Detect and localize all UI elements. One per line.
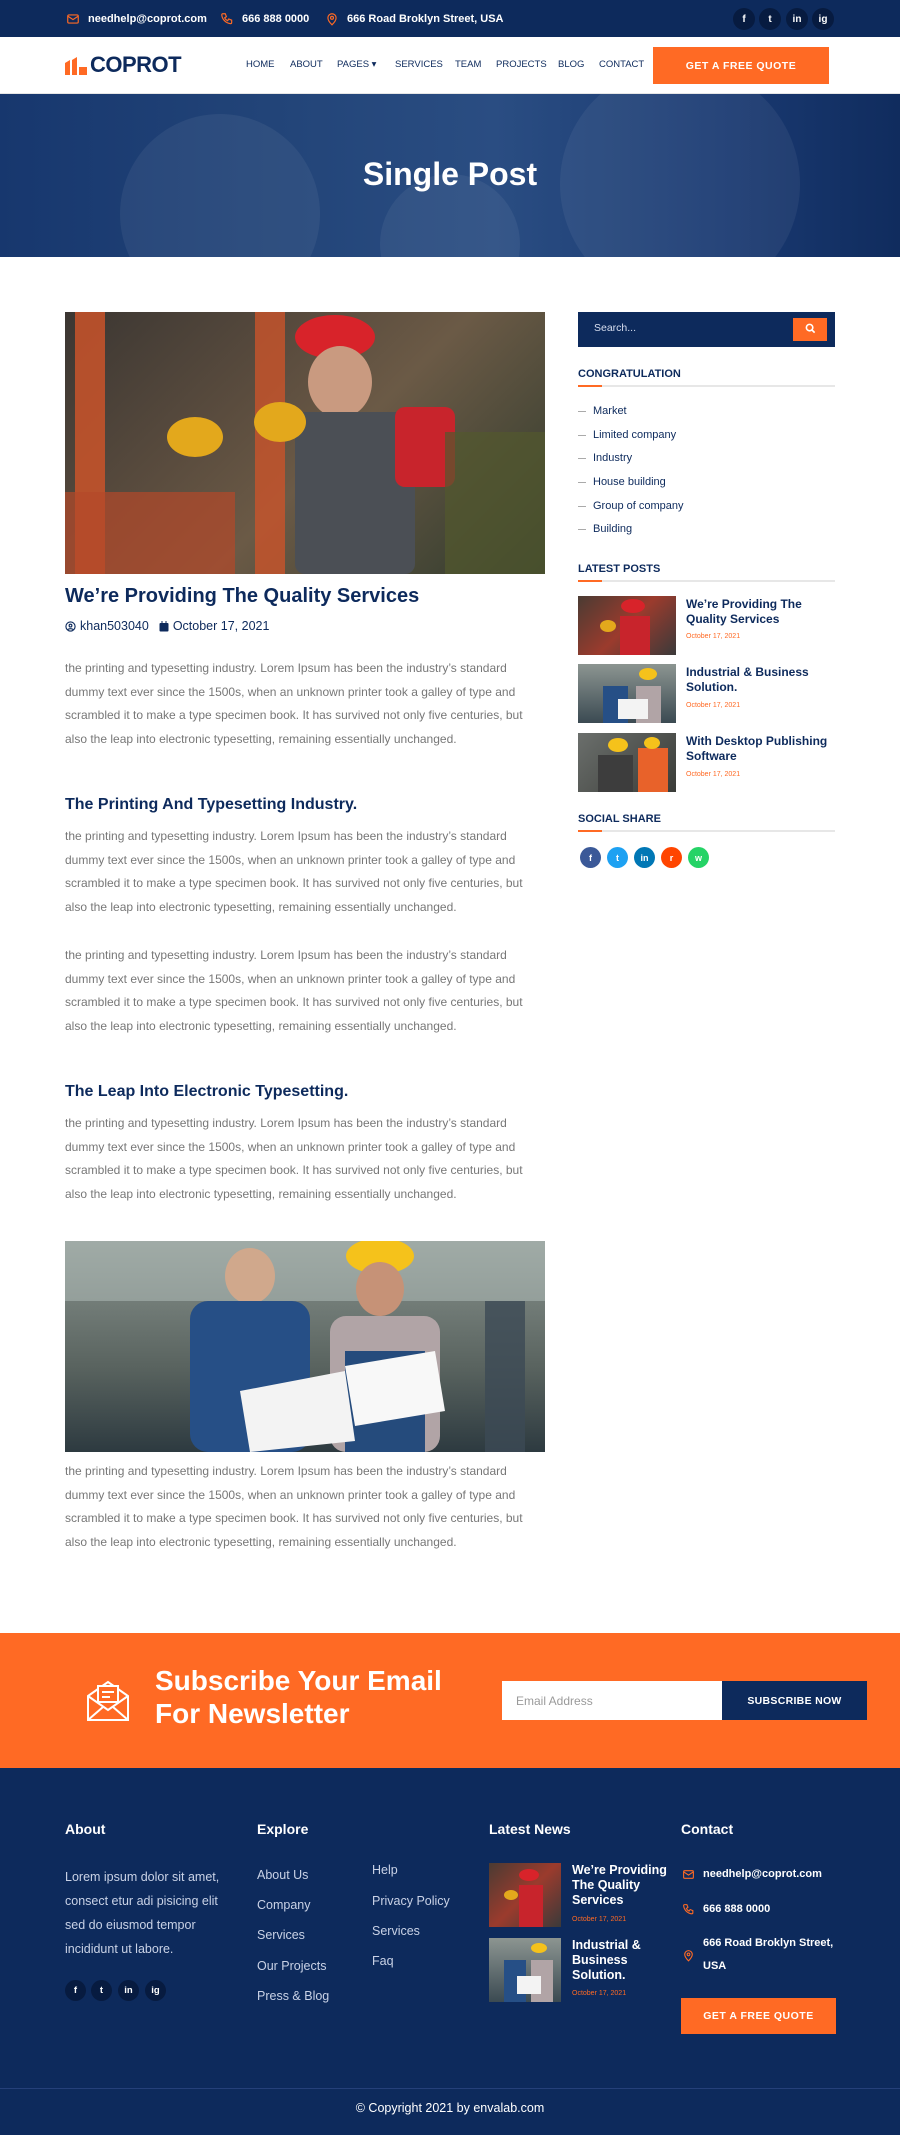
post-paragraph: the printing and typesetting industry. Lorem Ipsum has been the industry’s standard dummy text ever since the 1500s, when an unknown printer took a galley of type and scrambled it to make a type specimen book. It has survived not only five centuries, but also the leap into electronic typesetting, remaining essentially unchanged. [65, 829, 523, 915]
copyright-text: © Copyright 2021 by envalab.com [355, 2101, 545, 2115]
footer-news-date: October 17, 2021 [572, 1916, 627, 1923]
subscribe-button[interactable]: SUBSCRIBE NOW [722, 1681, 867, 1720]
post-paragraph: the printing and typesetting industry. Lorem Ipsum has been the industry’s standard dummy text ever since the 1500s, when an unknown printer took a galley of type and scrambled it to make a type specimen book. It has survived not only five centuries, but also the leap into electronic typesetting, remaining essentially unchanged. [65, 661, 523, 747]
post-date [159, 619, 270, 633]
main-header [0, 37, 900, 94]
nav-about[interactable]: ABOUT [290, 59, 323, 70]
logo-text: COPROT [90, 52, 182, 77]
whatsapp-share-icon[interactable]: w [688, 847, 709, 868]
linkedin-icon[interactable]: in [786, 8, 808, 30]
footer-link[interactable]: About Us [257, 1868, 309, 1882]
post-featured-image [65, 312, 545, 574]
get-quote-button[interactable]: GET A FREE QUOTE [653, 47, 829, 84]
footer-get-quote-button[interactable]: GET A FREE QUOTE [681, 1998, 836, 2034]
footer-news-thumb[interactable] [489, 1938, 561, 2002]
top-bar [0, 0, 900, 37]
footer-contact-heading: Contact [681, 1821, 734, 1837]
site-footer [0, 1768, 900, 2135]
category-link[interactable]: Industry [578, 452, 632, 464]
post-author[interactable] [65, 619, 149, 633]
nav-services[interactable]: SERVICES [395, 59, 443, 70]
newsletter-email-input[interactable] [502, 1681, 722, 1720]
category-link[interactable]: Limited company [578, 429, 676, 441]
topbar-email[interactable] [65, 11, 207, 27]
footer-news-title[interactable]: Industrial & Business Solution. [572, 1938, 641, 1982]
nav-contact[interactable]: CONTACT [599, 59, 645, 70]
footer-phone-text: 666 888 0000 [703, 1903, 771, 1915]
logo-mark-icon [65, 55, 87, 75]
nav-home[interactable]: HOME [246, 59, 275, 70]
phone-icon [219, 11, 235, 27]
footer-news-heading: Latest News [489, 1821, 571, 1837]
footer-address-text: 666 Road Broklyn Street, USA [703, 1937, 834, 1972]
footer-twitter-icon[interactable]: t [91, 1980, 112, 2001]
nav-pages-label: PAGES [337, 59, 370, 70]
post-date-text: October 17, 2021 [172, 619, 270, 633]
footer-divider [0, 2088, 900, 2089]
facebook-icon[interactable]: f [733, 8, 755, 30]
sidebar-heading-social-share: SOCIAL SHARE [578, 813, 661, 825]
footer-explore-heading: Explore [257, 1821, 309, 1837]
latest-post-thumb[interactable] [578, 733, 676, 792]
footer-email-text: needhelp@coprot.com [703, 1868, 822, 1880]
envelope-icon [65, 11, 81, 27]
category-link[interactable]: Building [578, 523, 632, 535]
sidebar-heading-underline [578, 385, 835, 387]
sidebar-heading-congratulation: CONGRATULATION [578, 368, 681, 380]
footer-link[interactable]: Privacy Policy [372, 1894, 450, 1908]
footer-link[interactable]: Help [372, 1863, 398, 1877]
footer-linkedin-icon[interactable]: in [118, 1980, 139, 2001]
chevron-down-icon: ▾ [371, 59, 377, 70]
facebook-share-icon[interactable]: f [580, 847, 601, 868]
latest-post-title[interactable]: Industrial & Business Solution. [686, 665, 809, 694]
post-title: We’re Providing The Quality Services [65, 585, 420, 607]
latest-post-date: October 17, 2021 [686, 633, 741, 640]
linkedin-share-icon[interactable]: in [634, 847, 655, 868]
topbar-phone[interactable] [219, 11, 309, 27]
section-heading: The Leap Into Electronic Typesetting. [65, 1083, 349, 1100]
instagram-icon[interactable]: ig [812, 8, 834, 30]
footer-instagram-icon[interactable]: ig [145, 1980, 166, 2001]
footer-about-heading: About [65, 1821, 106, 1837]
reddit-share-icon[interactable]: r [661, 847, 682, 868]
footer-about-text: Lorem ipsum dolor sit amet, consect etur adi pisicing elit sed do eiusmod tempor incididunt ut labore. [65, 1870, 220, 1956]
footer-news-thumb[interactable] [489, 1863, 561, 1927]
topbar-address [324, 11, 504, 27]
page-title: Single Post [362, 156, 538, 192]
search-icon [805, 321, 816, 339]
section-heading: The Printing And Typesetting Industry. [65, 796, 358, 813]
nav-team[interactable]: TEAM [455, 59, 482, 70]
post-meta [65, 619, 269, 633]
phone-icon [681, 1898, 695, 1921]
latest-post-title[interactable]: With Desktop Publishing Software [686, 734, 828, 763]
logo[interactable] [65, 52, 181, 78]
search-button[interactable] [793, 318, 827, 341]
post-author-name: khan503040 [80, 619, 149, 633]
footer-news-date: October 17, 2021 [572, 1990, 627, 1997]
category-link[interactable]: House building [578, 476, 666, 488]
latest-post-title[interactable]: We’re Providing The Quality Services [686, 597, 802, 626]
footer-link[interactable]: Services [372, 1924, 420, 1938]
envelope-icon [681, 1863, 695, 1886]
category-link[interactable]: Group of company [578, 500, 684, 512]
location-pin-icon [681, 1932, 695, 1978]
post-paragraph: the printing and typesetting industry. Lorem Ipsum has been the industry’s standard dummy text ever since the 1500s, when an unknown printer took a galley of type and scrambled it to make a type specimen book. It has survived not only five centuries, but also the leap into electronic typesetting, remaining essentially unchanged. [65, 1116, 523, 1202]
latest-post-thumb[interactable] [578, 596, 676, 655]
newsletter-envelope-icon [84, 1676, 132, 1729]
location-pin-icon [324, 11, 340, 27]
latest-post-thumb[interactable] [578, 664, 676, 723]
newsletter-title: Subscribe Your Email For Newsletter [155, 1665, 442, 1729]
footer-link[interactable]: Press & Blog [257, 1989, 330, 2003]
topbar-phone-text: 666 888 0000 [242, 13, 310, 25]
topbar-address-text: 666 Road Broklyn Street, USA [347, 13, 504, 25]
latest-post-date: October 17, 2021 [686, 771, 741, 778]
user-icon [65, 621, 76, 632]
footer-link[interactable]: Services [257, 1928, 305, 1942]
newsletter-section [0, 1633, 900, 1768]
nav-blog[interactable]: BLOG [558, 59, 585, 70]
footer-facebook-icon[interactable]: f [65, 1980, 86, 2001]
page-hero [0, 94, 900, 257]
category-link[interactable]: Market [578, 405, 627, 417]
search-box [578, 312, 835, 347]
twitter-icon[interactable]: t [759, 8, 781, 30]
calendar-icon [159, 621, 169, 632]
footer-phone[interactable] [681, 1898, 770, 1921]
footer-link[interactable]: Company [257, 1898, 311, 1912]
twitter-share-icon[interactable]: t [607, 847, 628, 868]
sidebar-heading-latest-posts: LATEST POSTS [578, 563, 661, 575]
footer-address [681, 1932, 841, 1978]
topbar-email-text: needhelp@coprot.com [88, 13, 207, 25]
footer-link[interactable]: Faq [372, 1954, 394, 1968]
nav-pages[interactable] [337, 59, 376, 70]
footer-email[interactable] [681, 1863, 822, 1886]
post-paragraph: the printing and typesetting industry. Lorem Ipsum has been the industry’s standard dummy text ever since the 1500s, when an unknown printer took a galley of type and scrambled it to make a type specimen book. It has survived not only five centuries, but also the leap into electronic typesetting, remaining essentially unchanged. [65, 948, 523, 1034]
sidebar-heading-underline [578, 830, 835, 832]
sidebar-heading-underline [578, 580, 835, 582]
latest-post-date: October 17, 2021 [686, 702, 741, 709]
nav-projects[interactable]: PROJECTS [496, 59, 547, 70]
post-paragraph: the printing and typesetting industry. Lorem Ipsum has been the industry’s standard dummy text ever since the 1500s, when an unknown printer took a galley of type and scrambled it to make a type specimen book. It has survived not only five centuries, but also the leap into electronic typesetting, remaining essentially unchanged. [65, 1464, 523, 1550]
footer-news-title[interactable]: We’re Providing The Quality Services [572, 1863, 667, 1907]
post-inline-image [65, 1241, 545, 1452]
search-input[interactable] [594, 322, 774, 334]
footer-link[interactable]: Our Projects [257, 1959, 327, 1973]
